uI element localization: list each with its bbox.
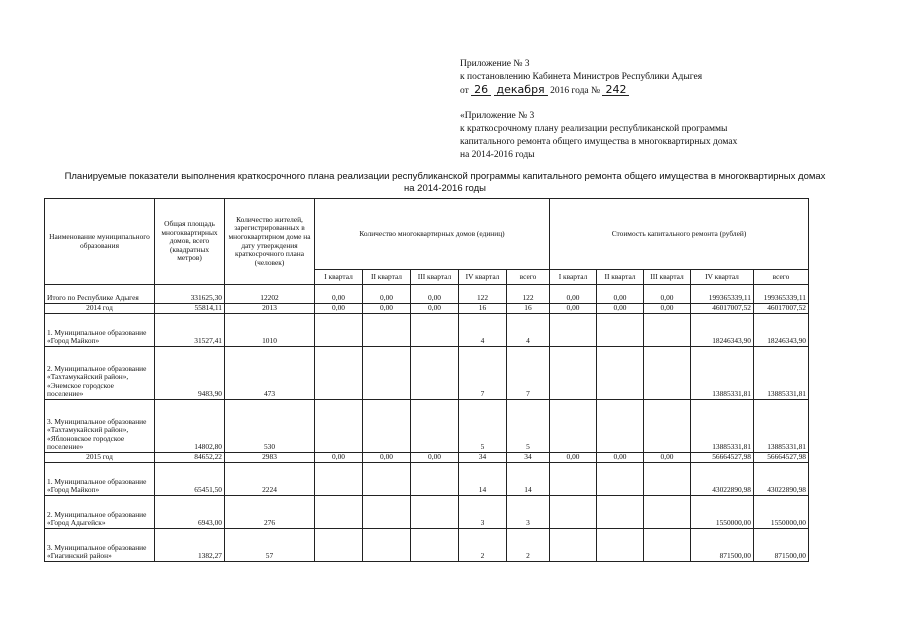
cell-residents: 57 <box>225 529 315 562</box>
cell-houses-q3 <box>411 496 459 529</box>
cost-q2-header: II квартал <box>597 270 644 285</box>
cell-cost-q2 <box>597 463 644 496</box>
cell-houses-q3 <box>411 463 459 496</box>
cell-cost-q2 <box>597 400 644 453</box>
cell-cost-q1 <box>550 463 597 496</box>
cell-houses-q1 <box>315 314 363 347</box>
cell-cost-q1 <box>550 314 597 347</box>
cell-cost-q3 <box>644 496 691 529</box>
cell-cost-q3 <box>644 529 691 562</box>
cell-houses-q3 <box>411 529 459 562</box>
cost-q1-header: I квартал <box>550 270 597 285</box>
cell-area: 1382,27 <box>155 529 225 562</box>
houses-total-header: всего <box>507 270 550 285</box>
cell-name: 1. Муниципальное образование «Город Майкоп» <box>45 463 155 496</box>
cell-houses-total: 14 <box>507 463 550 496</box>
cell-cost-total: 46017007,52 <box>754 304 809 314</box>
cell-houses-q3 <box>411 400 459 453</box>
cell-residents: 530 <box>225 400 315 453</box>
cell-houses-q2: 0,00 <box>363 304 411 314</box>
cell-houses-q1 <box>315 463 363 496</box>
cost-q3-header: III квартал <box>644 270 691 285</box>
cell-cost-q2: 0,00 <box>597 304 644 314</box>
cell-residents: 276 <box>225 496 315 529</box>
cell-area: 55814,11 <box>155 304 225 314</box>
cell-houses-q2 <box>363 463 411 496</box>
cell-area: 31527,41 <box>155 314 225 347</box>
cell-houses-q1: 0,00 <box>315 453 363 463</box>
cell-cost-q1: 0,00 <box>550 304 597 314</box>
cell-houses-q2 <box>363 347 411 400</box>
cell-houses-total: 4 <box>507 314 550 347</box>
cell-cost-q2 <box>597 347 644 400</box>
cell-residents: 2013 <box>225 304 315 314</box>
cell-cost-q4: 56664527,98 <box>691 453 754 463</box>
cost-group-header: Стоимость капитального ремонта (рублей) <box>550 199 809 270</box>
cell-cost-q4: 18246343,90 <box>691 314 754 347</box>
cell-houses-q3: 0,00 <box>411 285 459 304</box>
date-prefix: от <box>460 86 469 96</box>
houses-q3-header: III квартал <box>411 270 459 285</box>
houses-group-header: Количество многоквартирных домов (единиц) <box>315 199 550 270</box>
cell-cost-q1: 0,00 <box>550 285 597 304</box>
cell-houses-q1 <box>315 529 363 562</box>
cell-houses-q4: 14 <box>459 463 507 496</box>
cell-cost-q3 <box>644 347 691 400</box>
cell-houses-q4: 16 <box>459 304 507 314</box>
cell-houses-q1 <box>315 400 363 453</box>
cell-residents: 12202 <box>225 285 315 304</box>
cell-houses-q2 <box>363 400 411 453</box>
date-year: 2016 года № <box>550 86 601 96</box>
resolution-line: к постановлению Кабинета Министров Республики Адыгея <box>460 72 703 82</box>
cell-cost-q1: 0,00 <box>550 453 597 463</box>
cell-houses-q2 <box>363 496 411 529</box>
houses-q2-header: II квартал <box>363 270 411 285</box>
houses-q1-header: I квартал <box>315 270 363 285</box>
cell-houses-total: 7 <box>507 347 550 400</box>
cell-cost-q3 <box>644 400 691 453</box>
cell-name: 2. Муниципальное образование «Город Адыгейск» <box>45 496 155 529</box>
cell-houses-total: 34 <box>507 453 550 463</box>
plan-line-1: к краткосрочному плану реализации республиканской программы <box>460 124 728 134</box>
cell-cost-q2 <box>597 314 644 347</box>
cell-name: 1. Муниципальное образование «Город Майкоп» <box>45 314 155 347</box>
table-row <box>45 400 809 453</box>
cell-houses-q4: 7 <box>459 347 507 400</box>
cell-houses-q4: 2 <box>459 529 507 562</box>
cell-residents: 1010 <box>225 314 315 347</box>
appendix-number-2: «Приложение № 3 <box>460 111 535 121</box>
cell-houses-q1 <box>315 347 363 400</box>
cell-cost-total: 18246343,90 <box>754 314 809 347</box>
cell-cost-q3 <box>644 463 691 496</box>
cell-name: 3. Муниципальное образование «Тахтамукайский район», «Яблоновское городское поселение» <box>45 400 155 453</box>
cell-houses-q3 <box>411 347 459 400</box>
date-day: 26 <box>471 84 491 96</box>
table-row <box>45 529 809 562</box>
cell-residents: 2224 <box>225 463 315 496</box>
cell-houses-q1 <box>315 496 363 529</box>
table-row <box>45 463 809 496</box>
appendix-header <box>460 58 737 162</box>
cell-cost-q3 <box>644 314 691 347</box>
document-title <box>20 171 870 195</box>
cell-cost-q1 <box>550 529 597 562</box>
appendix-number: Приложение № 3 <box>460 59 530 69</box>
cell-area: 84652,22 <box>155 453 225 463</box>
date-line <box>460 84 737 98</box>
cell-cost-total: 56664527,98 <box>754 453 809 463</box>
col-residents-header: Количество жителей, зарегистрированных в многоквартирном доме на дату утверждения краткосрочного плана (человек) <box>225 199 315 285</box>
cell-residents: 2983 <box>225 453 315 463</box>
cell-cost-q4: 13885331,81 <box>691 400 754 453</box>
table-row <box>45 285 809 304</box>
title-line-2: на 2014-2016 годы <box>404 183 486 194</box>
cell-cost-q4: 13885331,81 <box>691 347 754 400</box>
table-row <box>45 453 809 463</box>
cell-cost-q4: 871500,00 <box>691 529 754 562</box>
cell-houses-total: 5 <box>507 400 550 453</box>
cell-cost-total: 13885331,81 <box>754 400 809 453</box>
houses-q4-header: IV квартал <box>459 270 507 285</box>
cell-cost-q2: 0,00 <box>597 285 644 304</box>
cell-houses-q2 <box>363 314 411 347</box>
cell-houses-q2: 0,00 <box>363 453 411 463</box>
cell-cost-total: 871500,00 <box>754 529 809 562</box>
cell-houses-q3: 0,00 <box>411 304 459 314</box>
plan-line-2: капитального ремонта общего имущества в многоквартирных домах <box>460 137 738 147</box>
doc-number: 242 <box>602 84 629 96</box>
cell-cost-q4: 43022890,98 <box>691 463 754 496</box>
cell-houses-q1: 0,00 <box>315 304 363 314</box>
cell-cost-q1 <box>550 347 597 400</box>
cell-houses-q4: 3 <box>459 496 507 529</box>
col-area-header: Общая площадь многоквартирных домов, всего (квадратных метров) <box>155 199 225 285</box>
cell-area: 65451,50 <box>155 463 225 496</box>
cell-houses-q2 <box>363 529 411 562</box>
cell-name: 2014 год <box>45 304 155 314</box>
table-row <box>45 496 809 529</box>
cell-area: 331625,30 <box>155 285 225 304</box>
cell-cost-total: 1550000,00 <box>754 496 809 529</box>
cell-houses-total: 2 <box>507 529 550 562</box>
cell-cost-q2: 0,00 <box>597 453 644 463</box>
cell-cost-q1 <box>550 496 597 529</box>
cell-houses-q4: 122 <box>459 285 507 304</box>
cell-cost-q3: 0,00 <box>644 304 691 314</box>
cell-houses-q3: 0,00 <box>411 453 459 463</box>
cell-cost-q3: 0,00 <box>644 453 691 463</box>
cost-q4-header: IV квартал <box>691 270 754 285</box>
header-row-1 <box>45 199 809 270</box>
cell-houses-total: 16 <box>507 304 550 314</box>
table-row <box>45 304 809 314</box>
col-name-header: Наименование муниципального образования <box>45 199 155 285</box>
cell-cost-q4: 46017007,52 <box>691 304 754 314</box>
cell-houses-q4: 4 <box>459 314 507 347</box>
cell-houses-total: 122 <box>507 285 550 304</box>
cell-cost-q4: 1550000,00 <box>691 496 754 529</box>
cost-total-header: всего <box>754 270 809 285</box>
cell-cost-q2 <box>597 529 644 562</box>
cell-area: 6943,00 <box>155 496 225 529</box>
cell-houses-q3 <box>411 314 459 347</box>
cell-name: 2. Муниципальное образование «Тахтамукайский район», «Энемское городское поселение» <box>45 347 155 400</box>
cell-houses-q4: 34 <box>459 453 507 463</box>
cell-cost-total: 43022890,98 <box>754 463 809 496</box>
cell-houses-total: 3 <box>507 496 550 529</box>
cell-cost-total: 199365339,11 <box>754 285 809 304</box>
cell-cost-q2 <box>597 496 644 529</box>
cell-residents: 473 <box>225 347 315 400</box>
cell-area: 9483,90 <box>155 347 225 400</box>
cell-houses-q4: 5 <box>459 400 507 453</box>
cell-cost-q3: 0,00 <box>644 285 691 304</box>
cell-name: Итого по Республике Адыгея <box>45 285 155 304</box>
title-line-1: Планируемые показатели выполнения краткосрочного плана реализации республиканской программы капитального ремонта общего имущества в многоквартирных домах <box>64 171 826 182</box>
cell-name: 3. Муниципальное образование «Гиагинский район» <box>45 529 155 562</box>
cell-cost-total: 13885331,81 <box>754 347 809 400</box>
date-month: декабря <box>494 84 548 96</box>
cell-area: 14802,80 <box>155 400 225 453</box>
cell-houses-q1: 0,00 <box>315 285 363 304</box>
table-row <box>45 347 809 400</box>
cell-cost-q1 <box>550 400 597 453</box>
indicators-table <box>44 198 809 562</box>
cell-name: 2015 год <box>45 453 155 463</box>
cell-houses-q2: 0,00 <box>363 285 411 304</box>
plan-line-3: на 2014-2016 годы <box>460 150 535 160</box>
cell-cost-q4: 199365339,11 <box>691 285 754 304</box>
table-row <box>45 314 809 347</box>
